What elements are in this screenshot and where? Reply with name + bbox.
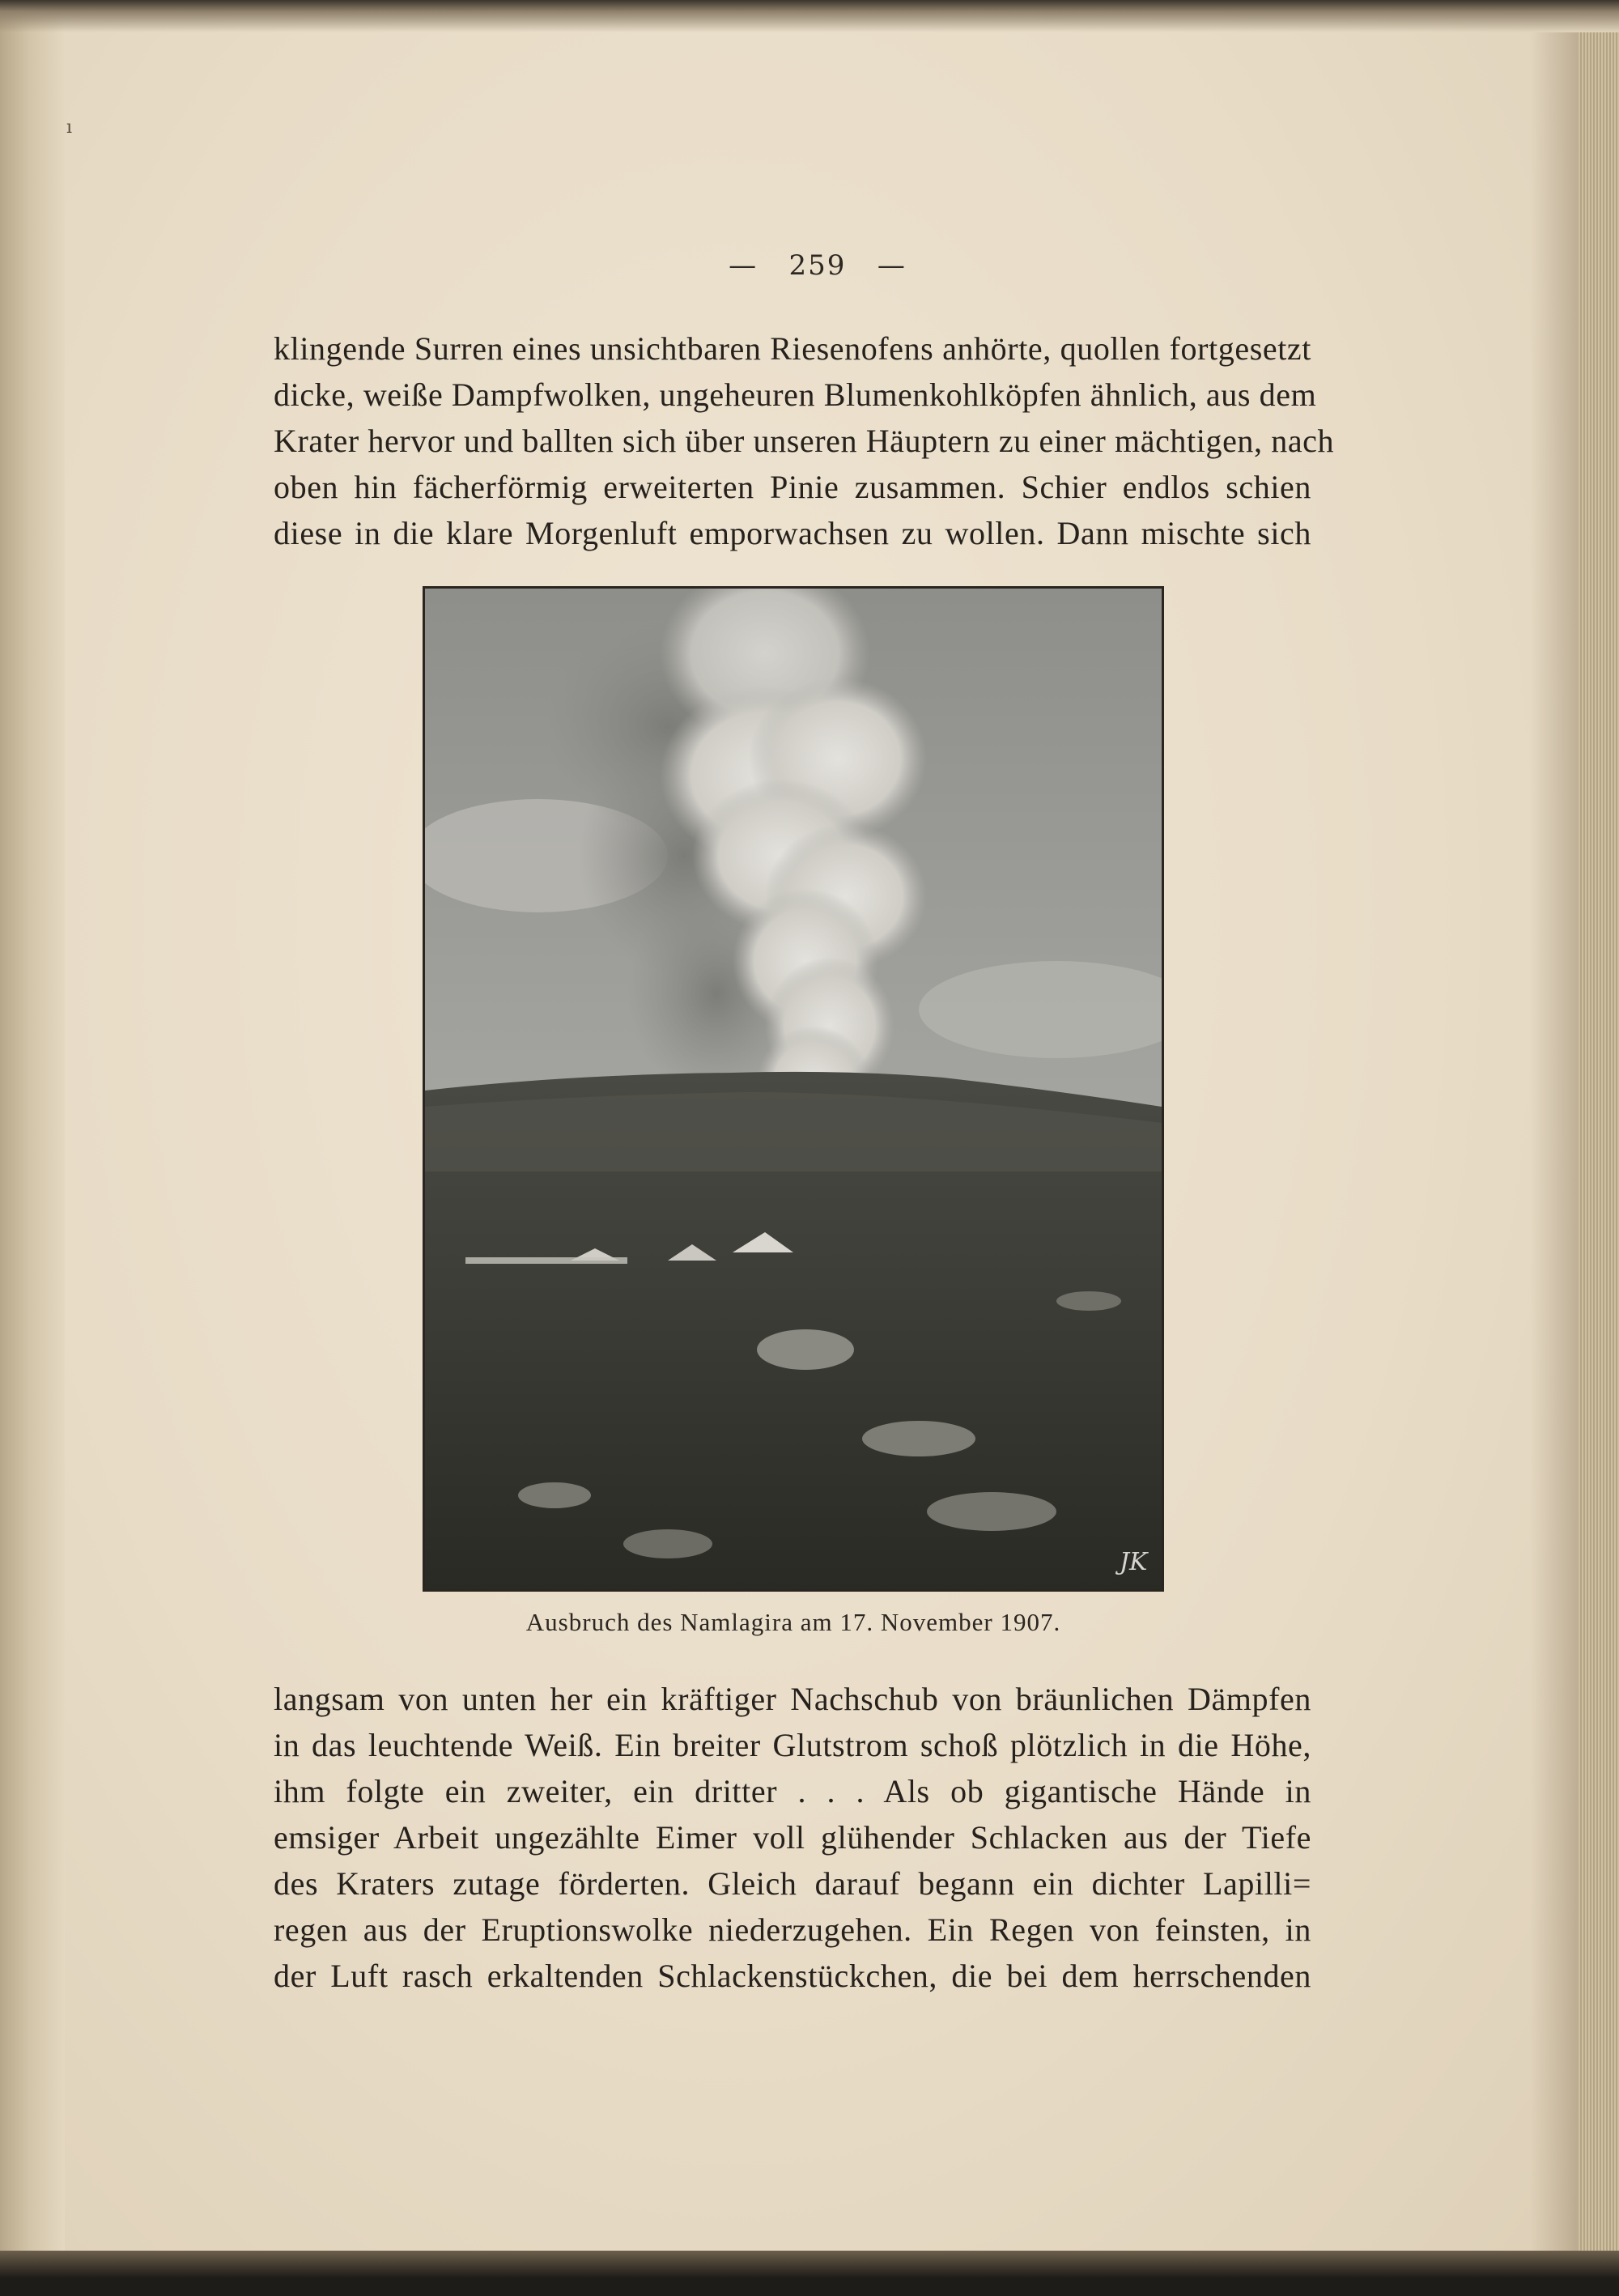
- text-line: regen aus der Eruptionswolke niederzugehen. Ein Regen von feinsten, in: [274, 1911, 1311, 1948]
- paragraph-bottom: [274, 1676, 1311, 1999]
- text-line: dicke, weiße Dampfwolken, ungeheuren Blumenkohlköpfen ähnlich, aus dem: [274, 376, 1317, 413]
- page-number-dash-left: —: [729, 249, 759, 282]
- text-line: Krater hervor und ballten sich über unseren Häuptern zu einer mächtigen, nach: [274, 423, 1335, 459]
- photo-monogram: JK: [1120, 1548, 1148, 1576]
- figure-caption: Ausbruch des Namlagira am 17. November 1907.: [525, 1608, 1061, 1636]
- page-number-dash-right: —: [877, 249, 907, 282]
- text-line: diese in die klare Morgenluft emporwachsen zu wollen. Dann mischte sich: [274, 515, 1311, 551]
- paragraph-top: [274, 325, 1335, 556]
- text-line: in das leuchtende Weiß. Ein breiter Glutstrom schoß plötzlich in die Höhe,: [274, 1727, 1311, 1763]
- page-number: [696, 249, 939, 282]
- pencil-mark: ı: [66, 117, 73, 138]
- page-number-value: 259: [788, 249, 847, 282]
- photo-illustration: [425, 589, 1162, 1589]
- text-line: ihm folgte ein zweiter, ein dritter . . . Als ob gigantische Hände in: [274, 1773, 1311, 1809]
- text-line: klingende Surren eines unsichtbaren Riesenofens anhörte, quollen fortgesetzt: [274, 330, 1311, 367]
- text-line: langsam von unten her ein kräftiger Nachschub von bräunlichen Dämpfen: [274, 1681, 1311, 1717]
- text-line: emsiger Arbeit ungezählte Eimer voll glühender Schlacken aus der Tiefe: [274, 1819, 1311, 1856]
- text-line: des Kraters zutage förderten. Gleich darauf begann ein dichter Lapilli=: [274, 1865, 1311, 1902]
- page-edge-shadow: [1530, 32, 1579, 2251]
- text-line: oben hin fächerförmig erweiterten Pinie zusammen. Schier endlos schien: [274, 469, 1311, 505]
- text-line: der Luft rasch erkaltenden Schlackenstückchen, die bei dem herrschenden: [274, 1958, 1311, 1994]
- volcano-eruption-photo: [423, 586, 1164, 1592]
- page-top-shadow: [0, 0, 1619, 32]
- book-bottom-edge: [0, 2251, 1619, 2296]
- book-fore-edge: [1579, 32, 1619, 2251]
- page-gutter: [0, 0, 65, 2296]
